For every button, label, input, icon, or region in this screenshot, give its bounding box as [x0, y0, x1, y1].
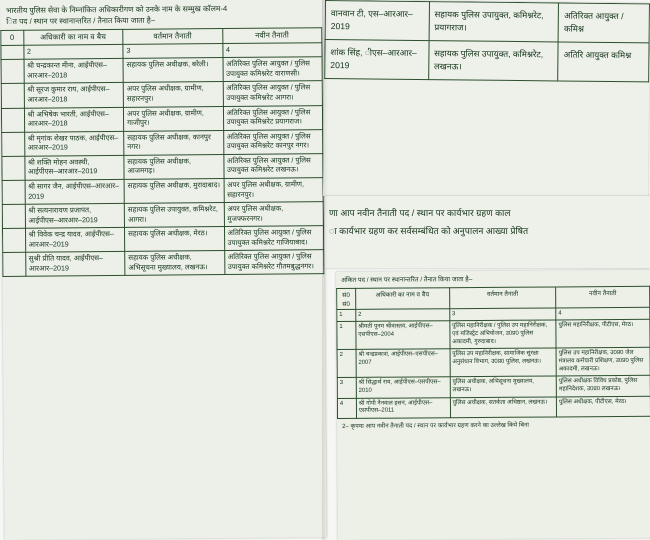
header-new-posting: नवीन तैनाती	[556, 286, 650, 308]
row-new-posting: अतिरिक्त पुलिस आयुक्त / पुलिस उपायुक्त कमिश्नरेट लखनऊ।	[223, 154, 323, 179]
row-serial: 2	[337, 350, 356, 378]
row-serial	[2, 180, 25, 204]
row-serial	[2, 132, 25, 156]
intro-line-2: ित पद / स्थान पर स्थानान्तरित / तैनात किया जाता है–	[6, 16, 155, 27]
row-officer-name: श्री सूरज कुमार राय, आईपीएस–आरआर–2018	[24, 83, 124, 108]
row-new-posting: पुलिस उप महानिरीक्षक, उ0प्र0 जेल मंत्रालय कर्मचारी प्रशिक्षण, उ0प्र0 पुलिस अकादमी, लखनऊ।	[556, 348, 650, 377]
row-new-posting: अतिरि आयुक्त कमिश्न	[558, 42, 649, 82]
row-officer-name: श्री अभिषेक भारती, आईपीएस–आरआर–2018	[24, 107, 124, 132]
row-current-posting: सहायक पुलिस अधीक्षक, मुरादाबाद।	[124, 179, 224, 204]
row-officer-name: श्री सत्यनारायण प्रजापत, आईपीएस–आरआर–2019	[25, 204, 125, 229]
right-top-table	[324, 0, 650, 82]
right-bottom-footnote: 2– कृपया आप नवीन तैनाती पद / स्थान पर कार्यभार ग्रहण करने का उल्लेख किये बिना	[342, 421, 529, 430]
row-new-posting: अतिरिक्त पुलिस आयुक्त / पुलिस उपायुक्त कमिश्नरेट आगरा।	[223, 81, 323, 106]
colnum-2: 2	[356, 308, 450, 321]
row-new-posting: अतिरिक्त पुलिस आयुक्त / पुलिस उपायुक्त कमिश्नरेट वाराणसी।	[223, 57, 323, 82]
row-current-posting: अपर पुलिस अधीक्षक, ग्रामीण, सहारनपुर।	[123, 82, 223, 107]
row-serial	[2, 229, 25, 253]
row-current-posting: पुलिस अधीक्षक, अभिसूचना मुख्यालय, लखनऊ।	[450, 376, 557, 397]
row-serial	[1, 108, 24, 132]
table-row	[2, 129, 323, 156]
row-officer-name: श्री सागर जैन, आईपीएस–आरआर–2019	[25, 179, 125, 204]
row-officer-name: श्री विवेक चन्द्र यादव, आईपीएस–आरआर–2019	[25, 228, 125, 253]
row-serial	[2, 156, 25, 180]
document-sheet-right-middle	[325, 196, 650, 268]
intro-line-1: भारतीय पुलिस सेवा के निम्नांकित अधिकारीगण को उनके नाम के सम्मुख कॉलम-4	[6, 4, 228, 15]
header-new-posting: नवीन तैनाती	[222, 27, 322, 43]
table-row	[1, 105, 322, 132]
table-row	[2, 154, 323, 181]
row-new-posting: अतिरिक्त पुलिस आयुक्त / पुलिस उपायुक्त कमिश्नरेट गाजियाबाद।	[224, 226, 324, 251]
row-current-posting: सहायक पुलिस उपायुक्त, कमिश्नरेट, प्रयागराज।	[429, 2, 559, 42]
row-officer-name: श्री गोपी नैनवाल हसन, आईपीएस–एसपीएस–2011	[356, 397, 450, 418]
header-serial: 0	[1, 30, 24, 45]
row-new-posting: अतिरिक्त पुलिस आयुक्त / पुलिस उपायुक्त कमिश्नरेट कानपुर नगर।	[223, 129, 323, 154]
row-new-posting: अतिरिक्त आयुक्त / कमिश्न	[558, 3, 649, 43]
row-current-posting: सहायक पुलिस अधीक्षक, कानपुर नगर।	[124, 130, 224, 155]
table-row	[325, 1, 649, 43]
table-row	[1, 57, 322, 84]
table-row	[337, 320, 650, 350]
table-row	[325, 39, 649, 81]
fragment-line-1: णा आप नवीन तैनाती पद / स्थान पर कार्यभार ग्रहण काल	[329, 208, 511, 218]
colnum-1	[1, 45, 24, 60]
table-row	[1, 81, 322, 108]
row-serial	[3, 253, 26, 277]
table-row	[337, 348, 650, 378]
header-current-posting: वर्तमान तैनाती	[123, 28, 223, 44]
row-officer-name: श्री चन्द्रकान्त मीना, आईपीएस–आरआर–2018	[24, 59, 124, 84]
document-sheet-right-bottom	[336, 270, 650, 540]
row-officer-name: वानवान टी, एस–आरआर–2019	[325, 1, 429, 41]
row-current-posting: पुलिस अधीक्षक, सतर्कता अधिष्ठान, लखनऊ।	[450, 397, 557, 418]
table-row	[2, 226, 323, 253]
row-current-posting: सहायक पुलिस अधीक्षक, मेरठ।	[124, 227, 224, 252]
colnum-4: 4	[556, 307, 650, 320]
table-row	[3, 250, 324, 277]
row-current-posting: सहायक पुलिस उपायुक्त, कमिश्नरेट, लखनऊ।	[428, 40, 558, 80]
row-officer-name: शांक सिंह, ीएस–आरआर–2019	[325, 39, 429, 79]
row-serial	[1, 60, 24, 84]
row-new-posting: अतिरिक्त पुलिस आयुक्त / पुलिस उपायुक्त कमिश्नरेट गौतमबुद्धनगर।	[224, 250, 324, 275]
table-row	[2, 202, 323, 229]
left-sheet-table	[0, 27, 324, 277]
table-row	[337, 396, 650, 419]
colnum-2: 2	[23, 44, 123, 59]
row-serial	[2, 204, 25, 228]
row-current-posting: सहायक पुलिस अधीक्षक, आजमगढ़।	[124, 154, 224, 179]
row-officer-name: सुश्री प्रीति यादव, आईपीएस–आरआर–2019	[25, 252, 125, 277]
header-officer-name: अधिकारी का नाम व बैच	[23, 29, 123, 45]
row-officer-name: श्री मृगांक शेखर पाठक, आईपीएस–आरआर–2019	[24, 131, 124, 156]
row-serial: 1	[337, 322, 356, 350]
row-serial	[1, 84, 24, 108]
row-new-posting: पुलिस अधीक्षक विविध प्रकोष्ठ, पुलिस महानिदेशक, उ0प्र0 लखनऊ।	[556, 376, 650, 397]
row-new-posting: पुलिस अधीक्षक, पीटीएस, मेरठ।	[556, 396, 650, 417]
row-new-posting: अपर पुलिस अधीक्षक, ग्रामीण, सहारनपुर।	[224, 178, 324, 203]
row-new-posting: अतिरिक्त पुलिस आयुक्त / पुलिस उपायुक्त कमिश्नरेट प्रयागराज।	[223, 105, 323, 130]
colnum-3: 3	[449, 308, 555, 321]
table-header-row	[337, 286, 650, 309]
table-row	[2, 178, 323, 205]
header-serial: सं0 सं0	[337, 288, 356, 309]
row-current-posting: पुलिस महानिरीक्षक / पुलिस उप महानिरीक्षक, एवं मजिस्ट्रेट अभियोजन, उ0प्र0 पुलिस अकादमी, गुरुदाबाद।	[450, 320, 557, 349]
row-current-posting: सहायक पुलिस अधीक्षक, अभिसूचना मुख्यालय, लखनऊ।	[125, 251, 225, 276]
right-bottom-table	[336, 285, 650, 419]
table-row	[337, 376, 650, 399]
row-new-posting: पुलिस महानिरीक्षक, पीटीएस, मेरठ।	[556, 320, 650, 349]
right-bottom-intro: अंकित पद / स्थान पर स्थानान्तरित / तैनात किया जाता है–	[341, 276, 473, 284]
document-sheet-right-top	[323, 0, 650, 199]
right-middle-fragment	[325, 196, 650, 240]
row-current-posting: सहायक पुलिस अधीक्षक, बरेली।	[123, 58, 223, 83]
left-sheet-intro	[0, 0, 322, 30]
row-new-posting: अपर पुलिस अधीक्षक, मुजफ्फरनगर।	[224, 202, 324, 227]
row-current-posting: सहायक पुलिस उपायुक्त, कमिश्नरेट, आगरा।	[124, 203, 224, 228]
header-officer-name: अधिकारी का नाम व बैच	[355, 287, 449, 309]
row-officer-name: श्रीमती पूनम श्रीवास्तव, आईपीएस–एसपीएस–2004	[356, 321, 450, 350]
row-serial: 3	[337, 378, 356, 398]
row-officer-name: श्री शक्ति मोहन अवस्थी, आईपीएस–आरआर–2019	[24, 155, 124, 180]
colnum-3: 3	[123, 43, 223, 58]
row-officer-name: श्री सिद्धार्थ राय, आईपीएस–एसपीएस–2010	[356, 377, 450, 398]
colnum-1: 1	[337, 309, 356, 322]
fragment-line-2: ा कार्यभार ग्रहण कर सर्वसम्बंधित को अनुपालन आख्या प्रेषित	[329, 226, 529, 236]
row-serial: 4	[337, 398, 356, 418]
row-current-posting: अपर पुलिस अधीक्षक, ग्रामीण, गाजीपुर।	[123, 106, 223, 131]
colnum-4: 4	[222, 42, 322, 57]
row-officer-name: श्री चन्द्रप्रकाश, आईपीएस–एसपीएस–2007	[356, 349, 450, 378]
row-current-posting: पुलिस उप महानिरीक्षक, सामाजिक सुरक्षा अनुसंधान विभाग, उ0प्र0 पुलिस, लखनऊ।	[450, 348, 557, 377]
header-current-posting: वर्तमान तैनाती	[449, 287, 556, 309]
